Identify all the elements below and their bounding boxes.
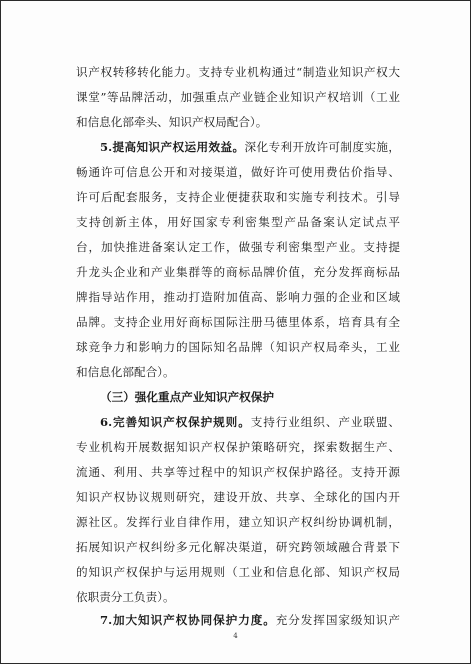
body-text-line: 许可后配套服务，支持企业便捷获取和实施专利技术。引导	[76, 190, 400, 204]
body-text-line: 支持创新主体，用好国家专利密集型产品备案认定试点平	[76, 215, 400, 229]
section-3-heading: （三）强化重点产业知识产权保护	[100, 390, 274, 404]
body-text-line: 依职责分工负责）。	[76, 590, 175, 604]
page-number: 4	[233, 632, 238, 640]
body-text-line: 源社区。发挥行业自律作用，建立知识产权纠纷协调机制，	[76, 515, 400, 529]
body-text-line: 和信息化部配合）。	[76, 365, 175, 379]
body-text-line: 流通、利用、共享等过程中的知识产权保护路径。支持开源	[76, 465, 400, 479]
subsection-5-heading: 5.提高知识产权运用效益。	[100, 140, 245, 154]
body-text-line: 专业机构开展数据知识产权保护策略研究，探索数据生产、	[76, 440, 400, 454]
body-text-line: 球竞争力和影响力的国际知名品牌（知识产权局牵头，工业	[76, 340, 400, 354]
subsection-7-heading: 7.加大知识产权协同保护力度。	[100, 613, 276, 627]
body-text-line: 的知识产权保护与运用规则（工业和信息化部、知识产权局	[76, 565, 400, 579]
body-text-line: 牌指导站作用，推动打造附加值高、影响力强的企业和区域	[76, 290, 400, 304]
body-text-line: 和信息化部牵头、知识产权局配合）。	[76, 115, 268, 129]
body-text-line: 知识产权协议规则研究，建设开放、共享、全球化的国内开	[76, 490, 400, 504]
body-text-line: 品牌。支持企业用好商标国际注册马德里体系，培育具有全	[76, 315, 400, 329]
body-text-line: 升龙头企业和产业集群等的商标品牌价值，充分发挥商标品	[76, 265, 400, 279]
subsection-6-line: 6.完善知识产权保护规则。支持行业组织、产业联盟、	[100, 415, 400, 429]
body-text-line: 课堂”等品牌活动，加强重点产业链企业知识产权培训（工业	[76, 90, 400, 104]
subsection-7-line: 7.加大知识产权协同保护力度。充分发挥国家级知识产	[100, 613, 400, 627]
body-text-line: 识产权转移转化能力。支持专业机构通过“制造业知识产权大	[76, 65, 400, 79]
subsection-5-line: 5.提高知识产权运用效益。深化专利开放许可制度实施，	[100, 140, 400, 154]
subsection-6-heading: 6.完善知识产权保护规则。	[100, 415, 251, 429]
body-text-line: 畅通许可信息公开和对接渠道，做好许可使用费估价指导、	[76, 165, 400, 179]
body-text-line: 台，加快推进备案认定工作，做强专利密集型产业。支持提	[76, 240, 400, 254]
body-text-line: 拓展知识产权纠纷多元化解决渠道，研究跨领域融合背景下	[76, 540, 400, 554]
